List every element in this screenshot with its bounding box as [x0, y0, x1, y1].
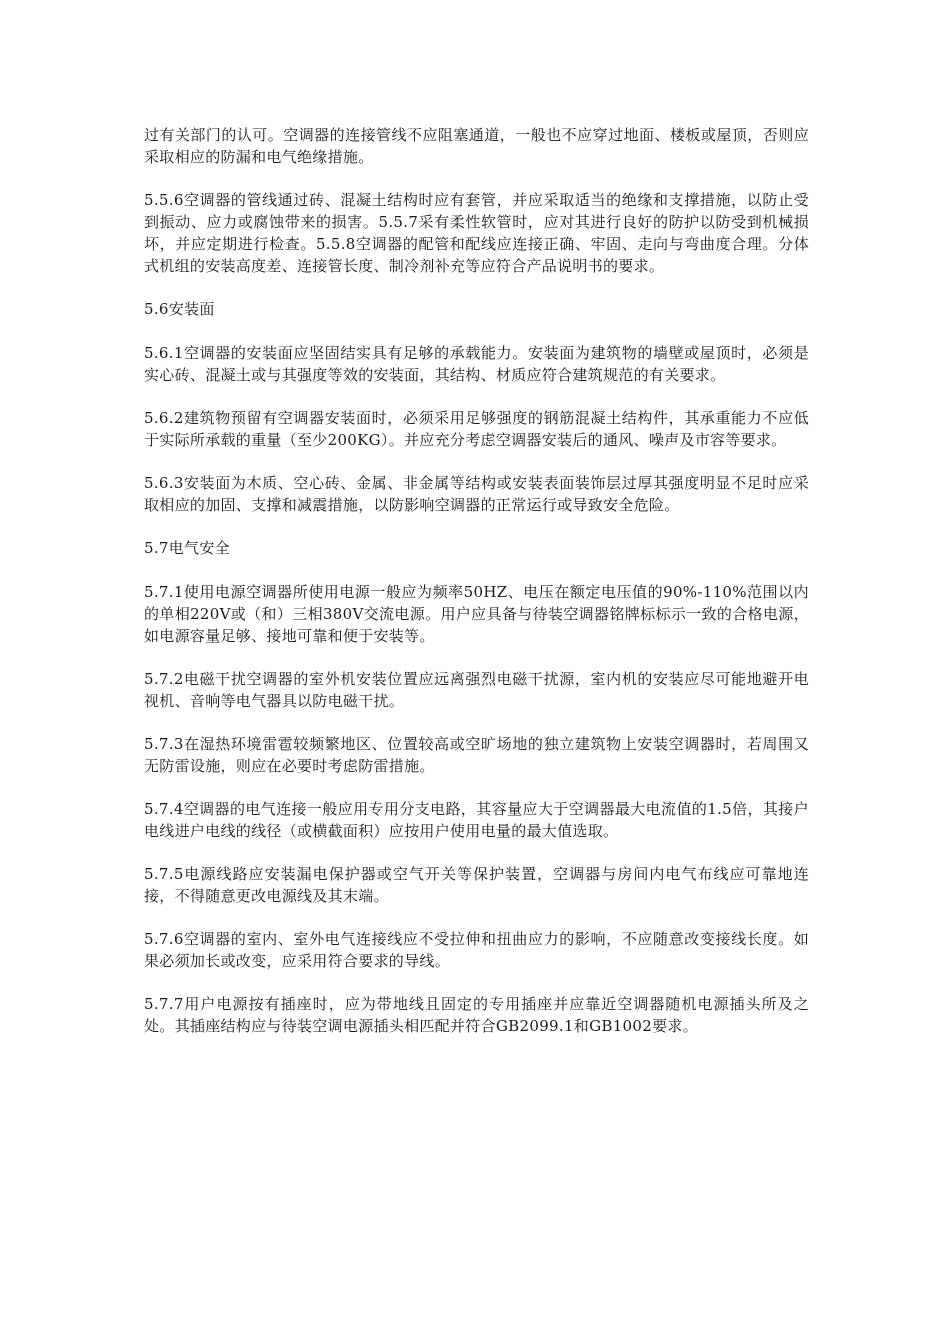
paragraph-5-7-4: 5.7.4空调器的电气连接一般应用专用分支电路，其容量应大于空调器最大电流值的1.5倍，其接户电线进户电线的线径（或横截面积）应按用户使用电量的最大值选取。: [144, 800, 809, 840]
paragraph-5-7-1: 5.7.1使用电源空调器所使用电源一般应为频率50HZ、电压在额定电压值的90%-110%范围以内的单相220V或（和）三相380V交流电源。用户应具备与待装空调器铭牌标标示一致的合格电源，如电源容量足够、接地可靠和便于安装等。: [144, 583, 809, 645]
paragraph-5-6-2: 5.6.2建筑物预留有空调器安装面时，必须采用足够强度的钢筋混凝土结构件，其承重能力不应低于实际所承载的重量（至少200KG）。并应充分考虑空调器安装后的通风、噪声及市容等要求。: [144, 409, 809, 449]
paragraph-5-7-5: 5.7.5电源线路应安装漏电保护器或空气开关等保护装置，空调器与房间内电气布线应可靠地连接，不得随意更改电源线及其末端。: [144, 865, 809, 905]
paragraph-continuation: 过有关部门的认可。空调器的连接管线不应阻塞通道，一般也不应穿过地面、楼板或屋顶，否则应采取相应的防漏和电气绝缘措施。: [144, 126, 809, 166]
document-body: [144, 124, 809, 1058]
paragraph-5-7-7: 5.7.7用户电源按有插座时，应为带地线且固定的专用插座并应靠近空调器随机电源插头所及之处。其插座结构应与待装空调电源插头相匹配并符合GB2099.1和GB1002要求。: [144, 995, 809, 1035]
paragraph-5-5-6: 5.5.6空调器的管线通过砖、混凝土结构时应有套管，并应采取适当的绝缘和支撑措施，以防止受到振动、应力或腐蚀带来的损害。5.5.7采有柔性软管时，应对其进行良好的防护以防受到机械损坏，并应定期进行检查。5.5.8空调器的配管和配线应连接正确、牢固、走向与弯曲度合理。分体式机组的安装高度差、连接管长度、制冷剂补充等应符合产品说明书的要求。: [144, 191, 809, 275]
paragraph-5-7-3: 5.7.3在湿热环境雷雹较频繁地区、位置较高或空旷场地的独立建筑物上安装空调器时，若周围又无防雷设施，则应在必要时考虑防雷措施。: [144, 735, 809, 775]
paragraph-5-6-3: 5.6.3安装面为木质、空心砖、金属、非金属等结构或安装表面装饰层过厚其强度明显不足时应采取相应的加固、支撑和减震措施，以防影响空调器的正常运行或导致安全危险。: [144, 474, 809, 514]
paragraph-5-7-6: 5.7.6空调器的室内、室外电气连接线应不受拉伸和扭曲应力的影响，不应随意改变接线长度。如果必须加长或改变，应采用符合要求的导线。: [144, 930, 809, 970]
section-heading-5-6: 5.6安装面: [144, 300, 215, 318]
paragraph-5-6-1: 5.6.1空调器的安装面应坚固结实具有足够的承载能力。安装面为建筑物的墙壁或屋顶时，必须是实心砖、混凝土或与其强度等效的安装面，其结构、材质应符合建筑规范的有关要求。: [144, 344, 809, 384]
section-heading-5-7: 5.7电气安全: [144, 539, 230, 557]
paragraph-5-7-2: 5.7.2电磁干扰空调器的室外机安装位置应远离强烈电磁干扰源，室内机的安装应尽可能地避开电视机、音响等电气器具以防电磁干扰。: [144, 670, 809, 710]
